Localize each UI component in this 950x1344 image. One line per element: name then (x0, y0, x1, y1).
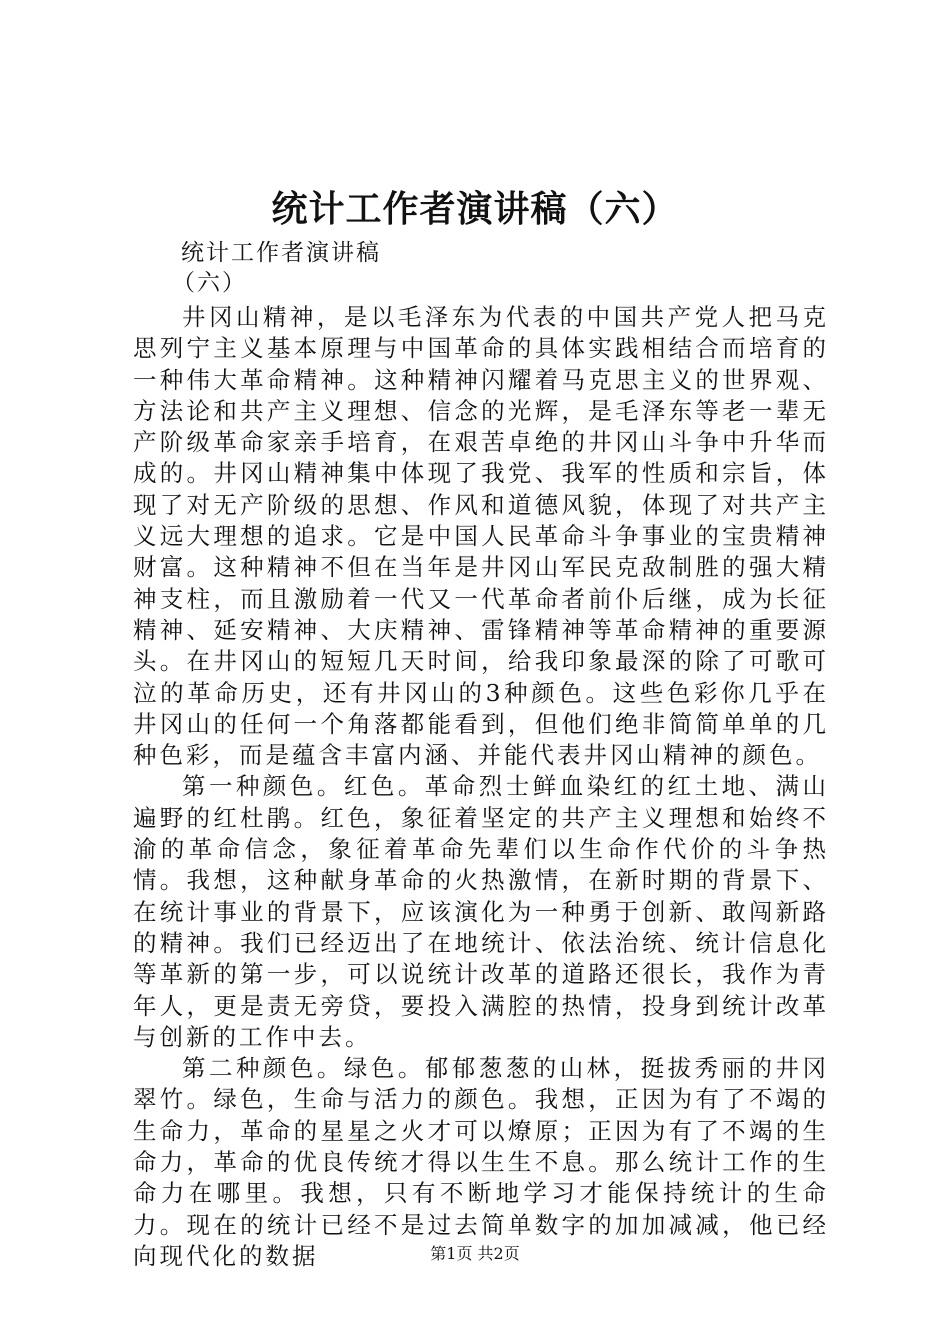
document-subtitle: 统计工作者演讲稿 (181, 240, 381, 266)
paragraph-green-color: 第二种颜色。绿色。郁郁葱葱的山林，挺拔秀丽的井冈翠竹。绿色，生命与活力的颜色。我想，正因为有了不竭的生命力，革命的星星之火才可以燎原；正因为有了不竭的生命力，革命的优良传统才得以生生不息。那么统计工作的生命力在哪里。我想，只有不断地学习才能保持统计的生命力。现在的统计已经不是过去简单数字的加加减减，他已经向现代化的数据 (133, 1054, 829, 1270)
paragraph-jinggangshan-spirit: 井冈山精神，是以毛泽东为代表的中国共产党人把马克思列宁主义基本原理与中国革命的具体实践相结合而培育的一种伟大革命精神。这种精神闪耀着马克思主义的世界观、方法论和共产主义理想、信念的光辉，是毛泽东等老一辈无产阶级革命家亲手培育，在艰苦卓绝的井冈山斗争中升华而成的。井冈山精神集中体现了我党、我军的性质和宗旨，体现了对无产阶级的思想、作风和道德风貌，体现了对共产主义远大理想的追求。它是中国人民革命斗争事业的宝贵精神财富。这种精神不但在当年是井冈山军民克敌制胜的强大精神支柱，而且激励着一代又一代革命者前仆后继，成为长征精神、延安精神、大庆精神、雷锋精神等革命精神的重要源头。在井冈山的短短几天时间，给我印象最深的除了可歌可泣的革命历史，还有井冈山的3种颜色。这些色彩你几乎在井冈山的任何一个角落都能看到，但他们绝非简简单单的几种色彩，而是蕴含丰富内涵、并能代表井冈山精神的颜色。 (133, 303, 829, 770)
document-subtitle-part: （六） (172, 270, 247, 296)
paragraph-red-color: 第一种颜色。红色。革命烈士鲜血染红的红土地、满山遍野的红杜鹃。红色，象征着坚定的共产主义理想和始终不渝的革命信念，象征着革命先辈们以生命作代价的斗争热情。我想，这种献身革命的火热激情，在新时期的背景下、在统计事业的背景下，应该演化为一种勇于创新、敢闯新路的精神。我们已经迈出了在地统计、依法治统、统计信息化等革新的第一步，可以说统计改革的道路还很长，我作为青年人，更是责无旁贷，要投入满腔的热情，投身到统计改革与创新的工作中去。 (133, 772, 829, 1051)
page-footer: 第1页 共2页 (430, 1244, 520, 1263)
document-title: 统计工作者演讲稿（六） (271, 188, 679, 230)
